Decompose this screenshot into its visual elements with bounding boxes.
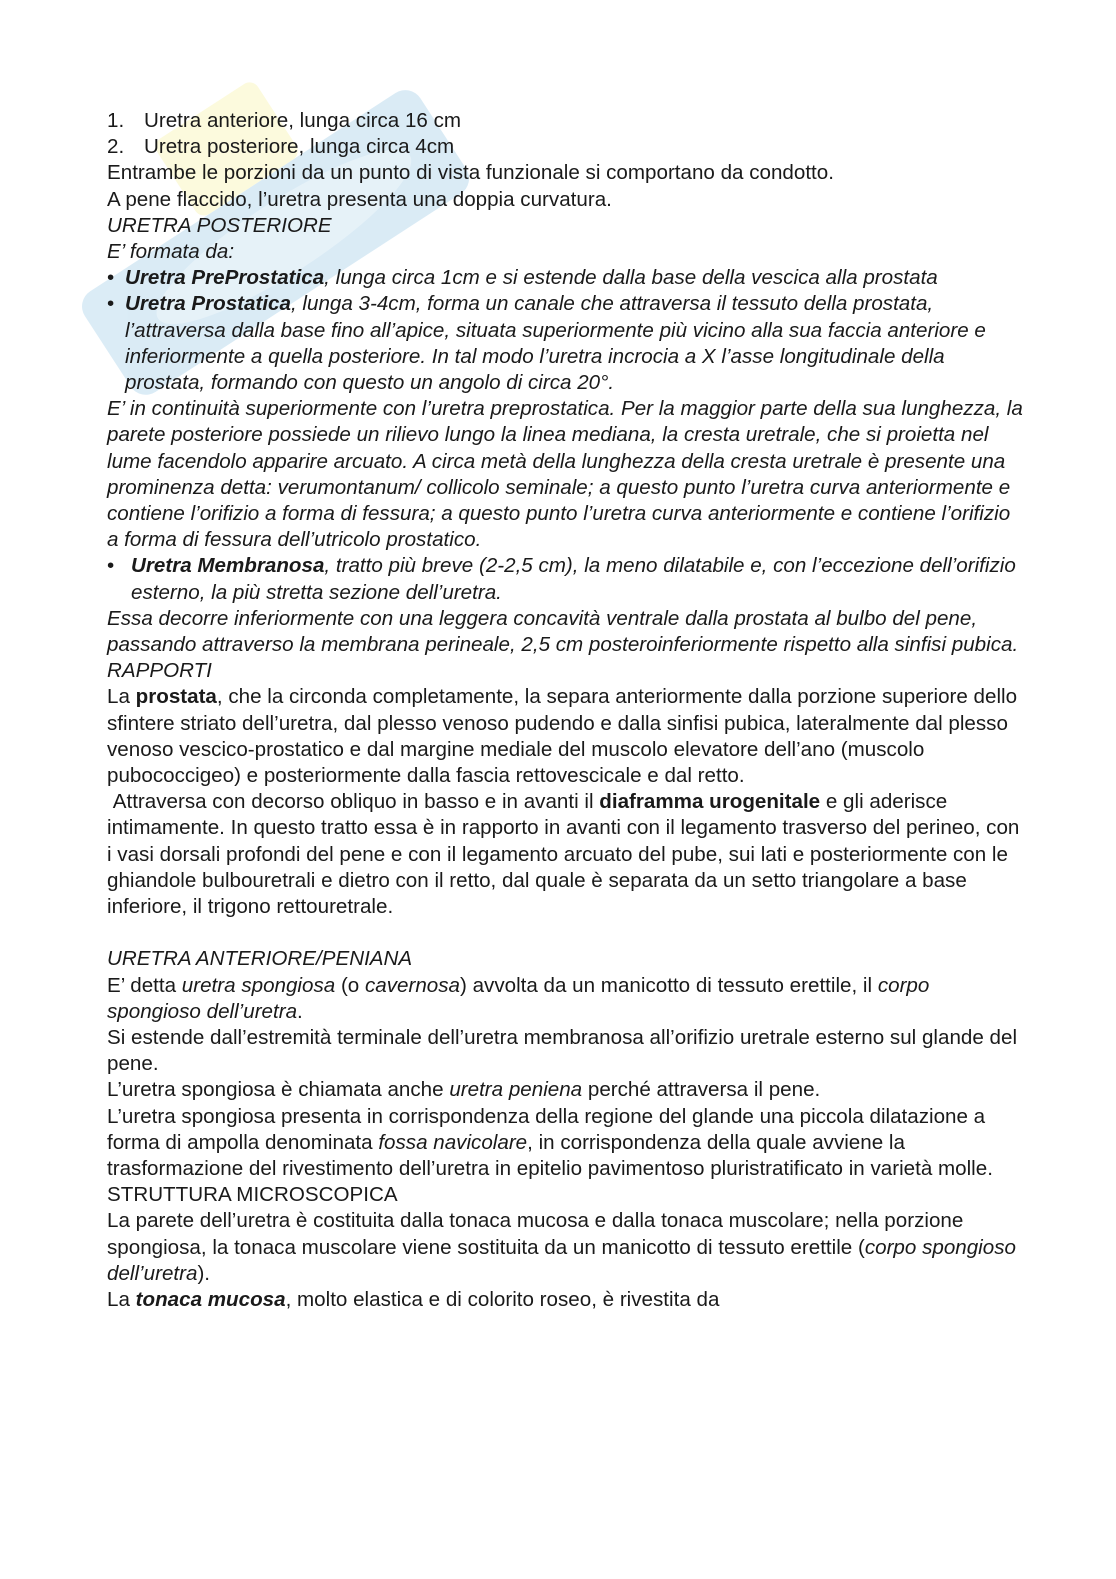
section-heading-posteriore: URETRA POSTERIORE (107, 213, 332, 237)
section-heading-microscopica: STRUTTURA MICROSCOPICA (107, 1183, 398, 1207)
decorre-paragraph: Essa decorre inferiormente con una leggera concavità ventrale dalla prostata al bulbo del pene, passando attraverso la membrana perineale, 2,5 cm posteroinferiormente rispetto alla sinfisi pubica. (107, 606, 1019, 657)
bullet-icon: • (107, 292, 115, 316)
anteriore-paragraph: E’ detta uretra spongiosa (o cavernosa) avvolta da un manicotto di tessuto erettile, il corpo spongioso dell’uretra. (107, 973, 930, 1023)
rapporti-paragraph: La prostata, che la circonda completamente, la separa anteriormente dalla porzione superiore dello sfintere striato dell’uretra, dal plesso venoso pudendo e dalla sinfisi pubica, lateralmente dal plesso venoso vescico-prostatico e dal margine mediale del muscolo elevatore dell’ano (muscolo pubococcigeo) e posteriormente dalla fascia rettovescicale e dal retto. (107, 685, 1018, 788)
anteriore-paragraph: Si estende dall’estremità terminale dell’uretra membranosa all’orifizio uretrale esterno sul glande del pene. (107, 1025, 1018, 1076)
list-item: 2. Uretra posteriore, lunga circa 4cm (107, 135, 455, 159)
intro-paragraph: A pene flaccido, l’uretra presenta una doppia curvatura. (107, 187, 612, 211)
continuita-paragraph: E’ in continuità superiormente con l’uretra preprostatica. Per la maggior parte della sua lunghezza, la parete posteriore possiede un rilievo lungo la linea mediana, la cresta uretrale, che si proietta nel lume facendolo apparire arcuato. A circa metà della lunghezza della cresta uretrale è presente una prominenza detta: verumontanum/ collicolo seminale; a questo punto l’uretra curva anteriormente e contiene l’orifizio a forma di fessura; a questo punto l’uretra curva anteriormente e contiene l’orifizio a forma di fessura dell’utricolo prostatico. (107, 397, 1023, 552)
microscopica-paragraph: La tonaca mucosa, molto elastica e di colorito roseo, è rivestita da (107, 1287, 720, 1311)
rapporti-paragraph: Attraversa con decorso obliquo in basso e in avanti il diaframma urogenitale e gli aderisce intimamente. In questo tratto essa è in rapporto in avanti con il legamento trasverso del perineo, con i vasi dorsali profondi del pene e con il legamento arcuato del pube, sui lati e posteriormente con le ghiandole bulbouretrali e dietro con il retto, dal quale è separata da un setto triangolare a base inferiore, il trigono rettouretrale. (107, 790, 1026, 919)
anteriore-paragraph: L’uretra spongiosa presenta in corrispondenza della regione del glande una piccola dilatazione a forma di ampolla denominata fossa navicolare, in corrispondenza della quale avviene la trasformazione del rivestimento dell’uretra in epitelio pavimentoso pluristratificato in varietà molle. (107, 1104, 993, 1180)
anteriore-paragraph: L’uretra spongiosa è chiamata anche uretra peniena perché attraversa il pene. (107, 1078, 821, 1102)
bullet-item-prostatica: • Uretra Prostatica, lunga 3-4cm, forma un canale che attraversa il tessuto della prostata, l’attraversa dalla base fino all’apice, situata superiormente più vicino alla sua faccia anteriore e inferiormente a quella posteriore. In tal modo l’uretra incrocia a X l’asse longitudinale della prostata, formando con questo un angolo di circa 20°. (107, 291, 1027, 396)
bullet-icon: • (107, 554, 115, 578)
microscopica-paragraph: La parete dell’uretra è costituita dalla tonaca mucosa e dalla tonaca muscolare; nella porzione spongiosa, la tonaca muscolare viene sostituita da un manicotto di tessuto erettile (corpo spongioso dell’uretra). (107, 1209, 1016, 1285)
intro-numbered-list (107, 108, 1027, 160)
section-heading-rapporti: RAPPORTI (107, 659, 212, 683)
bullet-icon: • (107, 266, 115, 290)
list-item: 1. Uretra anteriore, lunga circa 16 cm (107, 109, 462, 132)
bullet-item-preprostatica: • Uretra PreProstatica, lunga circa 1cm e si estende dalla base della vescica alla prostata (107, 265, 1027, 291)
document-body (107, 108, 1027, 1313)
intro-paragraph: Entrambe le porzioni da un punto di vista funzionale si comportano da condotto. (107, 161, 834, 185)
formata-line: E’ formata da: (107, 240, 235, 264)
section-heading-anteriore: URETRA ANTERIORE/PENIANA (107, 947, 413, 971)
bullet-item-membranosa: • Uretra Membranosa, tratto più breve (2-2,5 cm), la meno dilatabile e, con l’eccezione dell’orifizio esterno, la più stretta sezione dell’uretra. (107, 553, 1027, 605)
